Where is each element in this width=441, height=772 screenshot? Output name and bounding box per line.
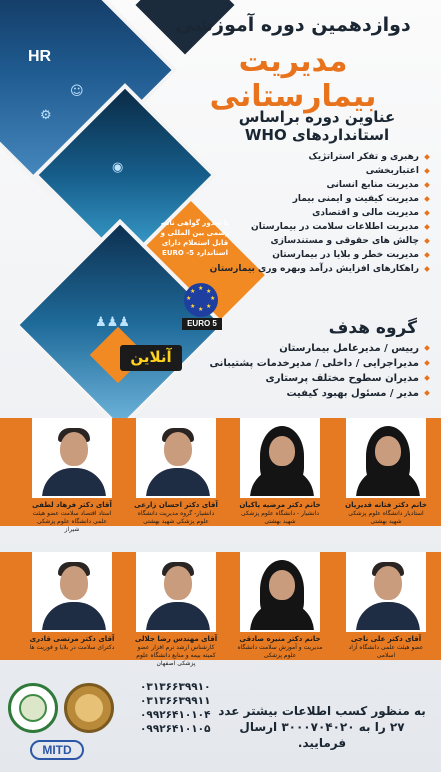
target-item: مدیران سطوح مختلف پرستاری (179, 371, 429, 386)
people-icon: ♟♟♟ (95, 315, 130, 330)
speaker-card (343, 418, 429, 526)
speaker-photo (136, 552, 216, 632)
speaker-name: آقای دکتر احسان زارعی (134, 501, 218, 509)
online-badge: آنلاین (120, 345, 182, 371)
topics-heading (217, 108, 417, 144)
speaker-photo (136, 418, 216, 498)
course-subtitle: دوازدهمین دوره آموزشی (175, 14, 411, 36)
university-logo (8, 683, 58, 733)
network-icon: ◉ (112, 160, 124, 175)
speaker-card (133, 552, 219, 668)
hr-badge: HR (28, 48, 52, 65)
phone-number[interactable]: ۰۹۹۲۶۴۱۰۱۰۵ (140, 723, 211, 735)
phone-number[interactable]: ۰۳۱۳۶۶۳۹۹۱۰ (140, 681, 211, 693)
speaker-name: آقای دکتر فرهاد لطفی (32, 501, 112, 509)
speaker-desc: عضو هیئت علمی دانشگاه آزاد اسلامی (348, 644, 424, 659)
topic-item: مدیریت مالی و اقتصادی (179, 206, 429, 220)
phone-number[interactable]: ۰۹۹۲۶۴۱۰۱۰۴ (140, 709, 211, 721)
topic-item: چالش های حقوقی و مستندسازی (179, 234, 429, 248)
speaker-card (29, 418, 115, 534)
speaker-photo (32, 552, 112, 632)
speaker-name: آقای دکتر علی ناجی (350, 635, 422, 643)
speaker-desc: دانشیار- گروه مدیریت دانشگاه علوم پزشکی شهید بهشتی (137, 510, 215, 525)
mitd-logo: MITD (30, 740, 84, 760)
topic-item: مدیریت منابع انسانی (179, 178, 429, 192)
target-group-heading: گروه هدف (328, 318, 417, 338)
topic-item: رهبری و تفکر استراتژیک (179, 150, 429, 164)
phone-number[interactable]: ۰۳۱۳۶۶۳۹۹۱۱ (140, 695, 211, 707)
speaker-card (29, 552, 115, 652)
contact-info-line2: ۲۷ را به ۳۰۰۰۷۰۴۰۲۰ ارسال فرمایید. (239, 720, 405, 750)
speaker-photo (346, 418, 426, 498)
topics-heading-line2: استانداردهای WHO (244, 126, 390, 144)
contact-info-line1: به منظور کسب اطلاعات بیشتر عدد (218, 704, 426, 718)
euro5-badge: EURO 5 (182, 318, 222, 330)
topics-heading-line1: عناوین دوره براساس (238, 108, 396, 126)
speaker-name: خانم دکتر منیره صادقی (239, 635, 321, 643)
contact-info (217, 703, 427, 751)
topic-item: راهکارهای افزایش درآمد وبهره وری بیمارستان (179, 262, 429, 276)
speaker-card (237, 418, 323, 526)
speaker-card (237, 552, 323, 660)
speaker-card (343, 552, 429, 660)
speaker-photo (240, 552, 320, 632)
speaker-desc: دانشیار - دانشگاه علوم پزشکی شهید بهشتی (240, 510, 320, 525)
speaker-desc: مدیریت و آموزش سلامت دانشگاه علوم پزشکی (237, 644, 323, 659)
target-item: رییس / مدیرعامل بیمارستان (179, 341, 429, 356)
phone-list (140, 680, 211, 736)
speaker-desc: دکترای سلامت در بلایا و فوریت ها (29, 644, 115, 651)
target-group-list (179, 341, 429, 401)
speaker-name: خانم دکتر فتانه قدیریان (345, 501, 427, 509)
institute-logo (64, 683, 114, 733)
speaker-name: آقای مهندس رضا جلالی (134, 635, 218, 643)
topic-item: مدیریت کیفیت و ایمنی بیمار (179, 192, 429, 206)
speaker-photo (346, 552, 426, 632)
speaker-name: آقای دکتر مرتضی قادری (29, 635, 115, 643)
person-icon: ☺ (70, 84, 84, 99)
speaker-photo (32, 418, 112, 498)
target-item: مدیر / مسئول بهبود کیفیت (179, 386, 429, 401)
target-item: مدیراجرایی / داخلی / مدیرخدمات پشتیبانی (179, 356, 429, 371)
topic-item: مدیریت اطلاعات سلامت در بیمارستان (179, 220, 429, 234)
eu-flag-icon: ★ ★ ★ ★ ★ ★ ★ ★ (184, 283, 218, 317)
topic-item: اعتباربخشی (179, 164, 429, 178)
speaker-desc: استادیار دانشگاه علوم پزشکی شهید بهشتی (348, 510, 424, 525)
gear-icon: ⚙ (40, 108, 52, 123)
certificate-note: با صدور گواهی نامه رسمی بین المللی و قابل استعلام دارای استاندارد EURO -5 (160, 219, 230, 257)
course-title: مدیریت بیمارستانی (209, 44, 377, 114)
speaker-desc: کارشناس ارشد نرم افزار عضو کمیته بیمه و منابع دانشگاه علوم پزشکی اصفهان (136, 644, 216, 667)
speaker-desc: استاد اقتصاد سلامت عضو هیئت علمی دانشگاه علوم پزشکی شیراز (32, 510, 112, 533)
speaker-card (133, 418, 219, 526)
topic-item: مدیریت خطر و بلایا در بیمارستان (179, 248, 429, 262)
speaker-name: خانم دکتر مرضیه پاکیان (239, 501, 321, 509)
speaker-photo (240, 418, 320, 498)
